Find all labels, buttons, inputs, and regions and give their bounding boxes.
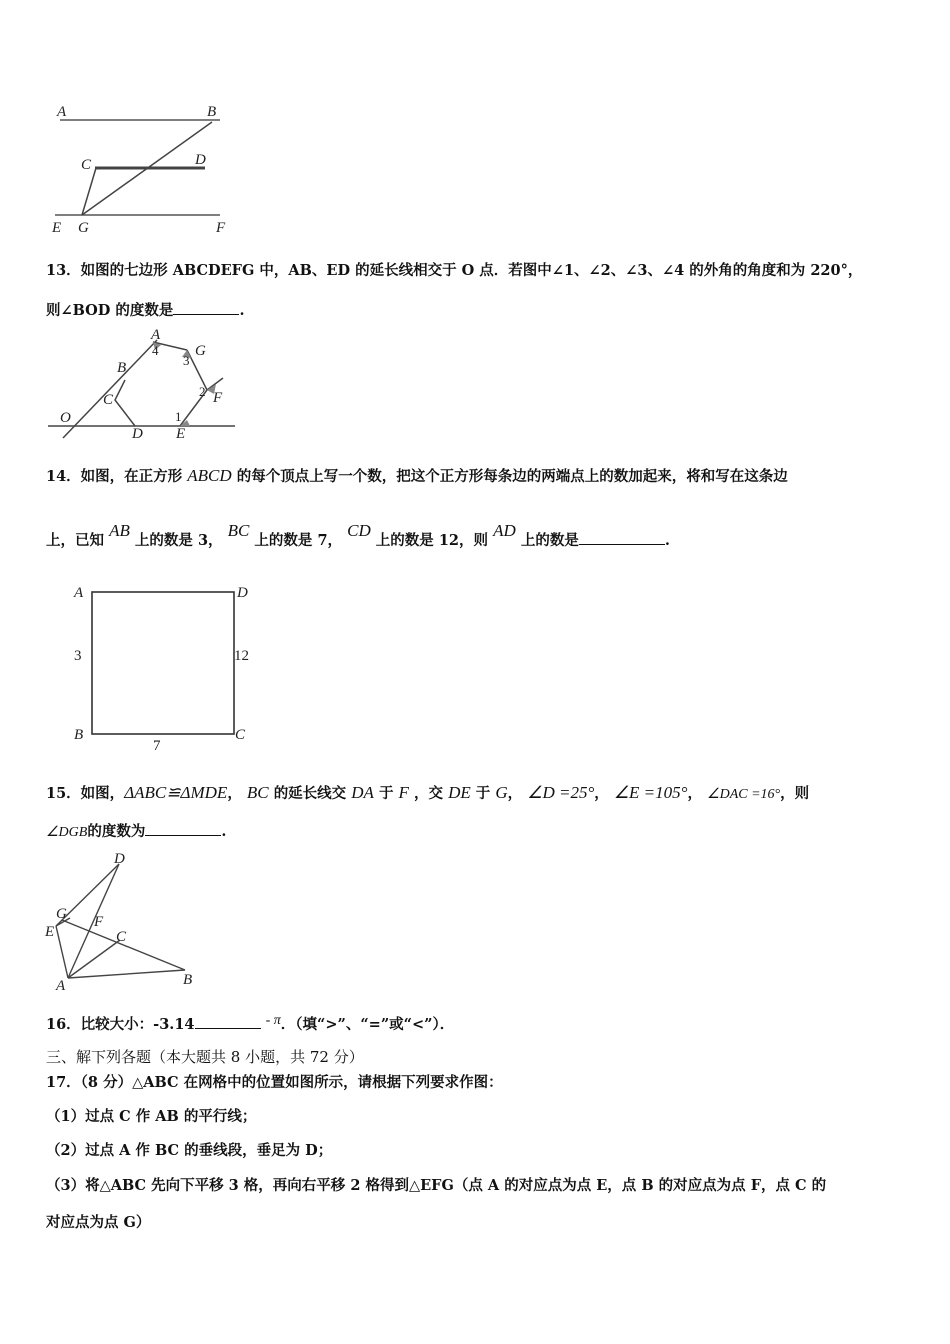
answer-blank (195, 1014, 261, 1029)
label-b: B (74, 727, 84, 743)
math-g: G (495, 783, 508, 802)
q13-line2-text: 则∠BOD 的度数是 (46, 302, 174, 319)
label-d: D (114, 851, 125, 867)
math-angle-dgb: ∠DGB (46, 825, 88, 840)
side-ab-value: 3 (74, 648, 82, 664)
angle-1: 1 (175, 409, 182, 424)
comma: ， (227, 785, 242, 802)
side-bc-value: 7 (153, 738, 161, 754)
q14-line2 (46, 521, 670, 550)
math-neg-pi: - π (265, 1013, 281, 1028)
math-ad: AD (493, 521, 516, 540)
label-g: G (195, 343, 206, 359)
answer-blank (173, 300, 239, 315)
label-b: B (117, 360, 127, 376)
angle-3: 3 (183, 353, 190, 368)
period: . (239, 302, 245, 319)
label-a: A (57, 104, 67, 120)
q14-text-b: 的每个顶点上写一个数，把这个正方形每条边的两端点上的数加起来，将和写在这条边 (236, 468, 788, 485)
q17-item-3-line2: 对应点为点 G） (46, 1214, 151, 1231)
q14-text-f: 上的数是 12，则 (375, 532, 489, 549)
q16-text-a: 16．比较大小：-3.14 (46, 1016, 195, 1033)
math-f: F (398, 783, 409, 802)
q15-text-f: ，则 (780, 785, 810, 802)
math-angle-d: ∠D =25° (527, 783, 595, 802)
math-bc: BC (227, 521, 250, 540)
label-a: A (74, 585, 84, 601)
q15-line1 (46, 784, 809, 804)
q14-text-e: 上的数是 7， (254, 532, 343, 549)
period: . (221, 823, 227, 840)
q16-text-b: ．（填“>”、“=”或“<”）． (280, 1016, 455, 1033)
math-congruence: ΔABC≌ΔMDE (124, 783, 228, 802)
comma: ， (594, 785, 609, 802)
comma: ， (687, 785, 702, 802)
q14-text-g: 上的数是 (520, 532, 579, 549)
label-f: F (94, 914, 104, 930)
q17-item-1: （1）过点 C 作 AB 的平行线； (46, 1108, 257, 1125)
q14-text-a: 14．如图，在正方形 (46, 468, 183, 485)
period: . (664, 532, 670, 549)
math-cd: CD (347, 521, 371, 540)
math-bc: BC (246, 783, 269, 802)
label-d: D (132, 426, 143, 442)
q13-line1: 13．如图的七边形 ABCDEFG 中，AB、ED 的延长线相交于 O 点．若图中∠1、∠2、∠3、∠4 的外角的角度和为 220°， (46, 262, 863, 279)
label-o: O (60, 410, 71, 426)
label-c: C (103, 392, 114, 408)
q15-text-e: 于 (475, 785, 491, 802)
side-cd-value: 12 (234, 648, 249, 664)
label-e: E (52, 220, 62, 236)
figure-square (68, 578, 268, 758)
math-angle-e: ∠E =105° (613, 783, 688, 802)
angle-4: 4 (152, 343, 159, 358)
q15-text-g: 的度数为 (87, 823, 146, 840)
q17-item-3-line1: （3）将△ABC 先向下平移 3 格，再向右平移 2 格得到△EFG（点 A 的对应点为点 E，点 B 的对应点为点 F，点 C 的 (46, 1177, 827, 1194)
comma: ， (507, 785, 523, 802)
label-g: G (56, 906, 67, 922)
label-b: B (183, 972, 193, 988)
q17-item-2: （2）过点 A 作 BC 的垂线段，垂足为 D； (46, 1142, 333, 1159)
label-e: E (176, 426, 186, 442)
label-c: C (235, 727, 246, 743)
q15-text-b: 的延长线交 (273, 785, 347, 802)
answer-blank (579, 530, 665, 545)
label-f: F (213, 390, 223, 406)
q15-text-c: 于 (378, 785, 394, 802)
label-c: C (81, 157, 92, 173)
q13-line2 (46, 300, 245, 320)
math-ab: AB (109, 521, 130, 540)
q17-intro: 17．（8 分）△ABC 在网格中的位置如图所示，请根据下列要求作图： (46, 1074, 503, 1091)
figure-parallel-lines (40, 98, 250, 238)
label-c: C (116, 929, 127, 945)
q14-line1 (46, 467, 788, 486)
q15-line2 (46, 821, 226, 842)
label-a: A (56, 978, 66, 993)
q14-text-d: 上的数是 3， (134, 532, 223, 549)
label-a: A (151, 328, 161, 343)
figure-heptagon (45, 328, 245, 443)
label-d: D (195, 152, 206, 168)
math-da: DA (351, 783, 374, 802)
angle-2: 2 (199, 384, 206, 399)
math-abcd: ABCD (187, 466, 232, 485)
label-g: G (78, 220, 89, 236)
q16 (46, 1014, 454, 1035)
label-f: F (216, 220, 226, 236)
label-d: D (237, 585, 248, 601)
q15-text-a: 15．如图， (46, 785, 125, 802)
q14-text-c: 上，已知 (46, 532, 104, 549)
math-angle-dac: ∠DAC =16° (707, 787, 781, 802)
label-e: E (45, 924, 55, 940)
math-de: DE (448, 783, 471, 802)
section-title: 三、解下列各题（本大题共 8 小题，共 72 分） (46, 1048, 364, 1066)
answer-blank (145, 821, 221, 836)
label-b: B (207, 104, 217, 120)
figure-triangles (40, 848, 210, 993)
q15-text-d: ，交 (414, 785, 443, 802)
